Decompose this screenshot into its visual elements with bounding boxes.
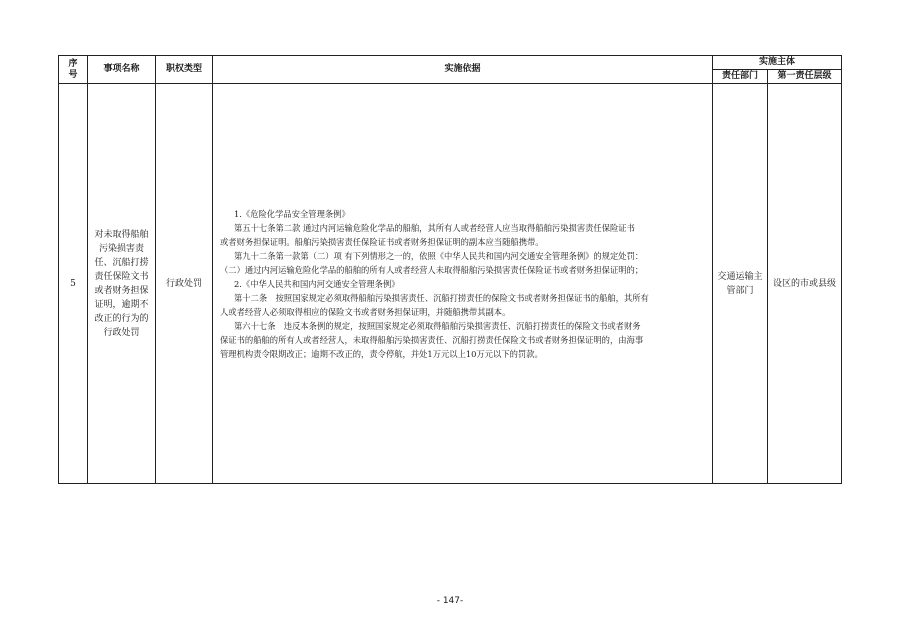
- basis-line: 2.《中华人民共和国内河交通安全管理条例》: [234, 278, 400, 289]
- cell-item-name: 对未取得船舶污染损害责任、沉船打捞责任保险文书或者财务担保证明，逾期不改正的行为的行政处罚: [88, 84, 156, 484]
- header-subject: 实施主体: [713, 56, 842, 70]
- matters-table: [58, 55, 842, 484]
- header-power-type: 职权类型: [156, 56, 213, 84]
- header-seq: [59, 56, 88, 84]
- basis-line: 第十二条 按照国家规定必须取得船舶污染损害责任、沉船打捞责任的保险文书或者财务担保证书的船舶，其所有: [234, 292, 649, 303]
- basis-line: 保证书的船舶的所有人或者经营人，未取得船舶污染损害责任、沉船打捞责任保险文书或者财务担保证明的，由海事: [220, 334, 644, 345]
- header-basis: 实施依据: [213, 56, 713, 84]
- basis-line: 第五十七条第二款 通过内河运输危险化学品的船舶，其所有人或者经营人应当取得船舶污染损害责任保险证书: [234, 222, 635, 233]
- header-item-name: 事项名称: [88, 56, 156, 84]
- header-first-level: 第一责任层级: [768, 70, 842, 84]
- table-row: [59, 84, 842, 484]
- basis-line: 1.《危险化学品安全管理条例》: [234, 208, 350, 219]
- basis-line: 第九十二条第一款第（二）项 有下列情形之一的，依照《中华人民共和国内河交通安全管理条例》的规定处罚：: [234, 250, 644, 261]
- page-number: - 147-: [436, 596, 464, 606]
- basis-line: 或者财务担保证明。船舶污染损害责任保险证书或者财务担保证明的副本应当随船携带。: [220, 236, 544, 247]
- cell-resp-dept: 交通运输主管部门: [713, 84, 768, 484]
- basis-line: 第六十七条 违反本条例的规定，按照国家规定必须取得船舶污染损害责任、沉船打捞责任的保险文书或者财务: [234, 320, 641, 331]
- basis-line: 人或者经营人必须取得相应的保险文书或者财务担保证明，并随船携带其副本。: [220, 306, 511, 317]
- basis-line: （二）通过内河运输危险化学品的船舶的所有人或者经营人未取得船舶污染损害责任保险证书或者财务担保证明的；: [220, 264, 644, 275]
- cell-basis: [213, 84, 713, 484]
- basis-line: 管理机构责令限期改正；逾期不改正的，责令停航，并处1万元以上10万元以下的罚款。: [220, 348, 543, 359]
- cell-power-type: 行政处罚: [156, 84, 213, 484]
- header-seq-label: 序 号: [68, 58, 78, 80]
- cell-first-level: 设区的市或县级: [768, 84, 842, 484]
- header-resp-dept: 责任部门: [713, 70, 768, 84]
- cell-seq: 5: [59, 84, 88, 484]
